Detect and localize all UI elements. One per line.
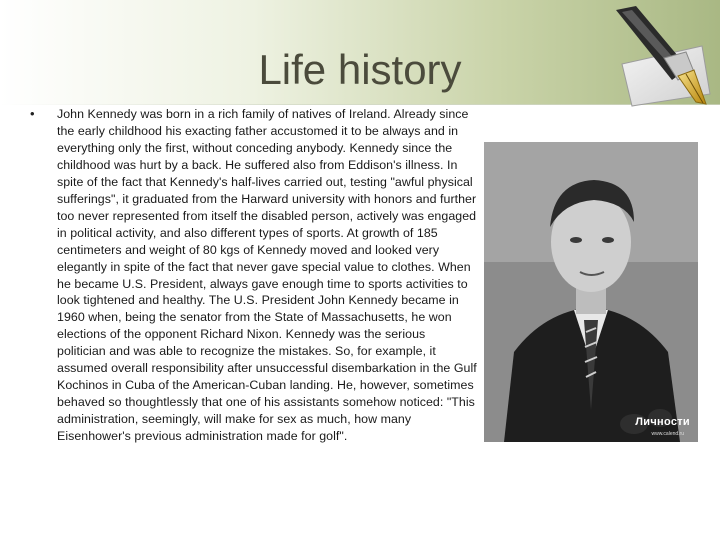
photo-watermark-sub: www.calend.ru: [651, 431, 684, 437]
fountain-pen-icon: [602, 6, 714, 108]
photo-watermark: Личности: [635, 416, 690, 428]
portrait-illustration: [484, 142, 698, 442]
slide-title: Life history: [258, 46, 462, 93]
portrait-photo: [484, 142, 698, 442]
bullet-marker: •: [30, 106, 35, 121]
biography-text: John Kennedy was born in a rich family of natives of Ireland. Already since the early childhood his exacting father accustomed it to be always and in everything only the first, without conceding anybody. Kennedy since the childhood was hurt by a back. He suffered also from Eddison's illness. In spite of the fact that Kennedy's half-lives carried out, testing "awful physical sufferings", it graduated from the Harward university with honors and further too never represented from itself the disabled person, actively was engaged in political activity, and also different types of sports. At growth of 185 centimeters and weight of 80 kgs of Kennedy moved and looked very elegantly in spite of the fact that never gave special value to clothes. When he became U.S. President, always gave enough time to sports activities to look tightened and healthy. The U.S. President John Kennedy became in 1960 when, being the senator from the State of Massachusetts, he won elections of the opponent Richard Nixon. Kennedy was the serious politician and was able to recognize the mistakes. So, for example, it assumed overall responsibility after unsuccessful disembarkation in the Gulf Kochinos in Cuba of the American-Cuban landing. He, however, sometimes behaved so thoughtlessly that one of his assistants somehow noticed: "This administration, seemingly, will make for sex as much, how many Eisenhower's previous administration made for golf".: [57, 107, 477, 444]
